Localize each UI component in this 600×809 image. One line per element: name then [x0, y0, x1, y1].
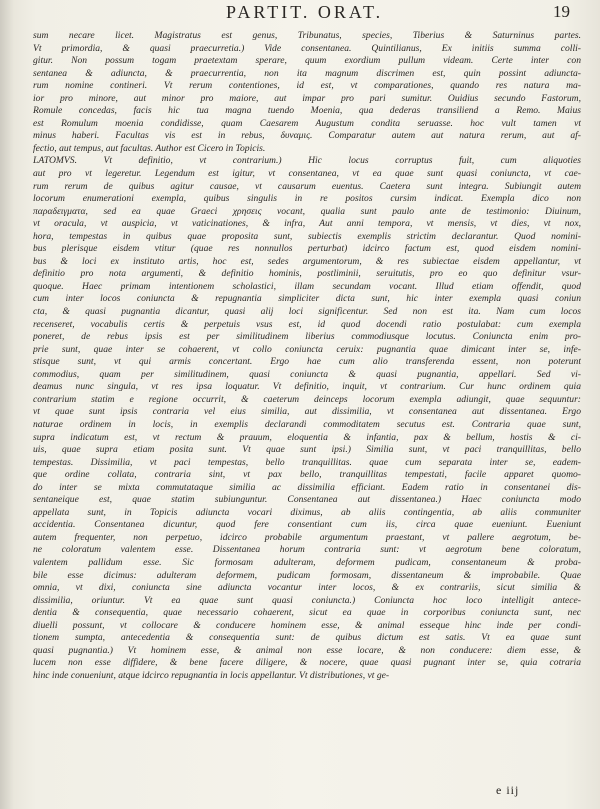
text-line: quasi pugnantia.) Vt hominem esse, & animal non esse locare, & non conducere: diem esse, &: [33, 644, 581, 656]
text-line: fectio, aut tempus, aut facultas. Author est Cicero in Topicis.: [33, 142, 266, 154]
text-line: contrarium statim e regione occurrit, & caeterum deinceps locorum exempla adiungit, quae sequuntur:: [33, 393, 581, 405]
text-line: naturae ordinem in locis, in exemplis declarandi commoditatem secutus est. Contraria quae sunt,: [33, 418, 581, 430]
text-line: valentem pallidum esse. Sic formosam adulteram, deformem pudicam, consentaneum & proba-: [33, 556, 581, 568]
text-line: uis, quae supra etiam posita sunt. Vt quae sunt ipsi.) Similia sunt, vt paci tranquillitas, bello: [33, 444, 581, 456]
text-line: stisque sunt, vt qui armis concertant. Ergo hae cum alio transferenda essent, non poterunt: [33, 356, 581, 368]
text-line: hora, tempestas in quibus quae proposita sunt, subiectis exemplis strictim declarantur. Quod nomini-: [33, 230, 581, 242]
text-line: rum nomine contineri. Vt rerum contentiones, id est, vt comparationes, quando res natura ma-: [33, 80, 581, 92]
running-head: PARTIT. ORAT.: [226, 2, 384, 22]
text-line: bile esse dicimus: adulteram deformem, pudicam formosam, dissentaneum & improbabile. Quae: [33, 569, 581, 581]
page-number: 19: [553, 2, 570, 21]
gutter-shadow: [0, 0, 14, 809]
text-line: supra indicatum est, vt rectum & prauum, eloquentia & infantia, pax & bellum, hostis & ci-: [33, 431, 581, 443]
text-line: Vt primordia, & quasi praecurretia.) Vide consentanea. Quintilianus, Ex initiis summa colli-: [33, 42, 581, 54]
text-line: dissimilia, oriuntur. Vt ea quae sunt quasi coniuncta.) Coniuncta hoc loco intelligit antece-: [33, 594, 581, 606]
text-line: deamus nunc singula, vt res ipsa loquatur. Vt definitio, inquit, vt contrarium. Cur hunc ordinem quia: [33, 381, 581, 393]
body-text: [33, 30, 581, 682]
text-line: est Romulum moenia condidisse, quam Caesarem Augustum condita seruasse. hoc vult tamen vt: [33, 117, 581, 129]
text-line: cta, & quasi pugnantia dicantur, quasi alij loci significentur. Sed non est ita. Nam cum locos: [33, 306, 581, 318]
text-line: rum rerum de quibus agitur causae, vt causarum euentus. Caetera sunt integra. Subiungit autem: [33, 180, 581, 192]
text-line: commodius, quam per similitudinem, quasi coniuncta & quasi pugnantia, appellari. Sed vi-: [33, 368, 581, 380]
text-line: recenseret, vocabulis certis & perpetuis vsus est, id quod docendi ratio postulabat: cum exempla: [33, 318, 581, 330]
text-line: gitur. Non possum togam praetextam sperare, quum exordium pullum videam. Certe inter con: [33, 55, 581, 67]
text-line: ne coloratum valentem esse. Dissentanea horum contraria sunt: vt aegrotum bene coloratum,: [33, 544, 581, 556]
text-line: diuelli possunt, vt collocare & conducere hominem esse, & animal esseque hinc inde per condi-: [33, 619, 581, 631]
text-line: vt oracula, vt auspicia, vt vaticinationes, & infra, Aut anni tempora, vt mensis, vt dies, vt nox,: [33, 218, 581, 230]
text-line: autem frequenter, non perpetuo, idcirco probabile argumentum praestant, vt pallere aegrotum, be-: [33, 531, 581, 543]
text-line: accidentia. Consentanea dicuntur, quod fere consentiant cum iis, circa quae eueniunt. Eueniunt: [33, 519, 581, 531]
text-line: locorum enumerationi exempla, quibus singulis in re positos cursim indicat. Exempla dico non: [33, 193, 581, 205]
text-line: lucem non esse diffidere, & bene facere diligere, & nocere, quae quasi pugnant inter se, quia cotraria: [33, 657, 581, 669]
text-line: dentia & consequentia, quae necessario cohaerent, sicut ea quae in corporibus coniuncta sunt, nec: [33, 607, 581, 619]
text-line: sentaneique est, quae statim subiunguntur. Consentanea aut dissentanea.) Haec coniuncta modo: [33, 494, 581, 506]
text-line: sentanea & adiuncta, & praecurrentia, non ita magnum discrimen est, quin possint adiuncta-: [33, 67, 581, 79]
text-line: sum necare licet. Magistratus est genus, Tribunatus, species, Tiberius & Saturninus partes.: [33, 30, 581, 41]
page-header: [0, 0, 600, 30]
text-line: poneret, de rebus ipsis est per similitudinem liberius commodiusque locutus. Coniuncta enim pro-: [33, 331, 581, 343]
text-line: vt quae sunt ipsis contraria vel eius similia, aut dissimilia, vt consentanea aut dissentanea. Ergo: [33, 406, 581, 418]
text-line: tionem sumpta, antecedentia & consequentia sunt: de quibus dictum est satis. Vt ea quae sunt: [33, 632, 581, 644]
text-line: prie sunt, quae inter se cohaerent, vt collo coniuncta ceruix: pugnantia quae dimicant inter se, infe-: [33, 343, 581, 355]
text-line: aut pro vt legeretur. Legendum est igitur, vt consentanea, vt ea quae sunt quasi coniuncta, vt cae-: [33, 168, 581, 180]
text-line: Romule concedas, facis hic tua magna tuendo Moenia, qua dederas transiliend a Remo. Maius: [33, 105, 581, 117]
text-line: hinc inde conueniunt, atque idcirco repugnantia in locis appellantur. Vt distributiones, vt ge-: [33, 669, 390, 681]
text-line: ior pro minore, aut minor pro maiore, aut impar pro pari sumitur. Ouidius secundo Fastorum,: [33, 92, 581, 104]
text-line: cum inter locos coniuncta & repugnantia simpliciter dicta sunt, hic inter exempla quasi coniun: [33, 293, 581, 305]
text-line: minus haberi. Facultas vis est in rebus, δυναμις. Comparatur autem aut natura rerum, aut af-: [33, 130, 581, 142]
text-line: LATOMVS. Vt definitio, vt contrarium.) Hic locus corruptus fuit, cum aliquoties: [33, 155, 581, 167]
text-line: bus & loci ex instituto artis, hoc est, sedes argumentorum, & res subiectae eisdem appellantur, vt: [33, 255, 581, 267]
text-line: que ordine collata, contraria sint, vt pax bello, tranquillitas tempestati, facile apparet quomo-: [33, 469, 581, 481]
signature-mark: e iij: [496, 783, 520, 797]
text-line: quoque. Haec primam intentionem scholastici, illam secundam vocant. Illud etiam offendit, quod: [33, 280, 581, 292]
text-line: παραδειγματα, sed ea quae Graeci χρησεις vocant, qualia sunt paulo ante de testimonio: Diuinum,: [33, 205, 581, 217]
text-line: bus plerisque eisdem vtitur (quae res nonnullos perturbat) idcirco factum est, quod eisdem nomini-: [33, 243, 581, 255]
text-line: appellata sunt, in Topicis adiuncta vocari diximus, ab aliis contingentia, ab aliis communiter: [33, 506, 581, 518]
text-line: do inter se mixta commutataque similia ac dissimilia efficiant. Eadem ratio in consentanei dis-: [33, 481, 581, 493]
text-line: omnia, vt dixi, coniuncta sine adiuncta vocantur inter locos, & ex contrariis, sicut similia &: [33, 582, 581, 594]
text-line: definitio pro nota argumenti, & definitio hominis, postliminii, seruitutis, pro eo quo definitur vsur-: [33, 268, 581, 280]
text-line: tempestas. Dissimilia, vt paci tempestas, bello tranquillitas. quae cum separata inter se, eadem-: [33, 456, 581, 468]
